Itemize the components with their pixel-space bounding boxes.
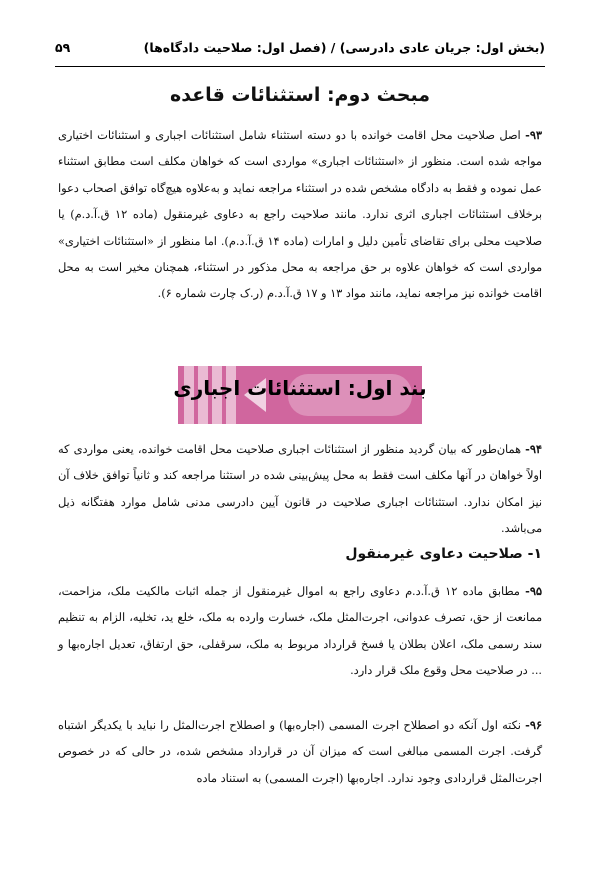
page-number: ۵۹ xyxy=(55,39,71,55)
paragraph-number: ۹۳- xyxy=(525,128,542,142)
paragraph-93 xyxy=(58,122,542,308)
paragraph-number: ۹۶- xyxy=(525,718,542,732)
paragraph-text: نکته اول آنکه دو اصطلاح اجرت المسمی (اجاره‌بها) و اصطلاح اجرت‌المثل را نباید با یکدیگر اشتباه گرفت. اجرت المسمی مبالغی است که میزان آن در قرارداد مشخص شده، در حالی که در خصوص اجرت‌المثل قراردادی وجود ندارد. اجاره‌بها (اجرت المسمی) به استناد ماده xyxy=(58,719,542,785)
subsection-heading: ۱- صلاحیت دعاوی غیرمنقول xyxy=(345,546,542,562)
running-header xyxy=(55,33,545,61)
section-heading: بند اول: استثنائات اجباری xyxy=(173,376,427,400)
paragraph-95 xyxy=(58,578,542,685)
paragraph-text: همان‌طور که بیان گردید منظور از استثنائات اجباری صلاحیت محل اقامت خوانده، یعنی مواردی که اولاً خواهان در آنها مکلف است فقط به محل پیش‌بینی شده در استثنا مراجعه کند و ثانیاً توافق خلاف آن نیز امکان ندارد. استثنائات اجباری صلاحیت در قانون آیین دادرسی مدنی شامل موارد هفتگانه ذیل می‌باشد. xyxy=(58,443,542,536)
paragraph-number: ۹۵- xyxy=(525,584,542,598)
paragraph-96 xyxy=(58,712,542,792)
header-title: (بخش اول: جریان عادی دادرسی) / (فصل اول: صلاحیت دادگاه‌ها) xyxy=(143,39,545,55)
paragraph-text: اصل صلاحیت محل اقامت خوانده با دو دسته استثناء شامل استثنائات اجباری و استثنائات اختیاری مواجه شده است. منظور از «استثنائات اجباری» مواردی است که خواهان مکلف است مطابق استثناء عمل نموده و فقط به دادگاه مشخص شده در استثناء مراجعه نماید و به‌علاوه هیچ‌گاه توافق اصحاب دعوا برخلاف استثنائات اجباری اثری ندارد. مانند صلاحیت راجع به دعاوی غیرمنقول (ماده ۱۲ ق.آ.د.م) یا صلاحیت محلی برای تقاضای تأمین دلیل و امارات (ماده ۱۴ ق.آ.د.م). اما منظور از «استثنائات اختیاری» مواردی است که خواهان علاوه بر حق مراجعه به محل مذکور در استثناء، همچنان مخیر است به محل اقامت خوانده نیز مراجعه نماید، مانند مواد ۱۳ و ۱۷ ق.آ.د.م (ر.ک چارت شماره ۶). xyxy=(58,129,542,301)
paragraph-94 xyxy=(58,436,542,543)
chapter-heading: مبحث دوم: استثنائات قاعده xyxy=(170,84,430,106)
paragraph-number: ۹۴- xyxy=(525,442,542,456)
header-divider xyxy=(55,66,545,67)
paragraph-text: مطابق ماده ۱۲ ق.آ.د.م دعاوی راجع به اموال غیرمنقول از جمله اثبات مالکیت ملک، مزاحمت، ممانعت از حق، تصرف عدوانی، اجرت‌المثل ملک، خسارت وارده به ملک، خلع ید، تخلیه، الزام به تنظیم سند رسمی ملک، اعلان بطلان یا فسخ قرارداد مربوط به ملک، سرقفلی، حق ارتفاق، تعدیل اجاره‌بها و ... در صلاحیت محل وقوع ملک قرار دارد. xyxy=(58,585,542,678)
